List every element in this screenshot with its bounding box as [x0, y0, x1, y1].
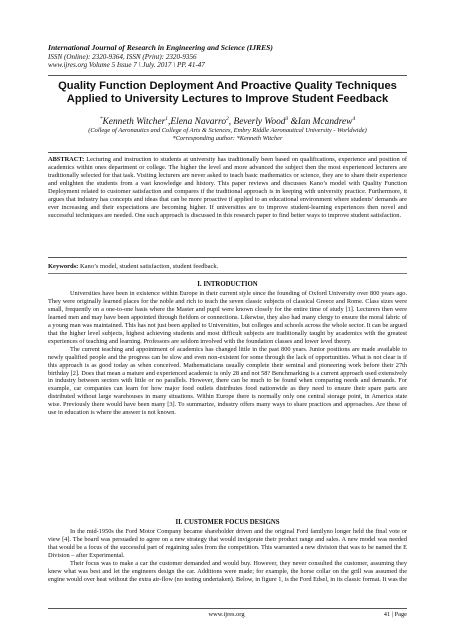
author-1-mark: *: [99, 116, 103, 122]
affiliation-block: [48, 127, 407, 143]
journal-name: International Journal of Research in Engineering and Science (IJRES): [48, 43, 273, 52]
abstract-top-divider: [48, 152, 407, 153]
section-introduction-body: [48, 290, 407, 417]
author-2-sup: 2: [226, 116, 229, 122]
section-customer-focus-body: [48, 528, 407, 584]
footer-url: www.ijres.org: [208, 611, 245, 618]
abstract: [48, 156, 407, 220]
author-3: Beverly Wood: [233, 117, 286, 128]
keywords-divider: [48, 273, 407, 274]
author-2: Elena Navarro: [170, 117, 227, 128]
abstract-label: ABSTRACT:: [48, 156, 85, 163]
author-separator: ,: [168, 117, 171, 128]
author-separator: &: [288, 117, 298, 128]
paragraph: In the mid-1950s the Ford Motor Company became shareholder driven and the original Ford familyno longer held the final vote or view [4]. The board was persuaded to agree on a new strategy that would invigorate their product range and sales. A new model was needed that would be a focus of the successful part of regaining sales from the competition. This warranted a new division that was to be named the E Division – after Experimental.: [48, 528, 407, 559]
section-heading-customer-focus: II. CUSTOMER FOCUS DESIGNS: [175, 519, 280, 526]
keywords: [48, 263, 407, 271]
author-list: [48, 114, 407, 128]
author-4-sup: 4: [352, 116, 356, 122]
author-4: Ian Mcandrew: [297, 117, 353, 128]
keywords-label: Keywords:: [48, 263, 79, 270]
paper-title: Quality Function Deployment And Proactive Quality Techniques Applied to University Lectures to Improve Student Feedback: [58, 80, 397, 105]
author-1-sup: 1: [165, 116, 169, 122]
journal-issn: ISSN (Online): 2320-9364, ISSN (Print): 2320-9356: [48, 52, 197, 61]
paragraph: The current teaching and appointment of academics has changed little in the past 800 years. Junior positions are made available to newly qualified people and the progress can be slow and even non-existent for some through the lack of opportunities. What is not clear is if this approach is as good today as when conceived. Mathematicians usually complete their seminal and pioneering work before their 27th birthday [2]. Does that mean a mature and experienced academic is only 28 and not 58? Benchmarking is a current approach used extensively in industry between sectors with little or no parallels. However, there can be much to be found when comparing needs and demands. For example, car companies can learn for how major food outlets distributes food nationwide as they need to ensure their spare parts are distributed without large warehouses in many situations. Within Europe there is normally only one central storage point, in America state wise. Previously there would have been many [3]. To summarize, industry offers many ways to share practices and approaches. Are these of use in education is where the answer is not known.: [48, 345, 407, 417]
author-separator: ,: [228, 117, 232, 128]
abstract-text: Lecturing and instruction to students at university has traditionally been based on qualifications, experience and position of academics within ones department or college. The higher the level and more advanced the subject then the most experienced lecturers are traditionally selected for that task. Visiting lecturers are never asked to teach basic mathematics or science, they are to share their experience and enlighten the students from a vast knowledge and history. This paper reviews and discusses Kano’s model with Quality Function Deployment related to customer satisfaction and compares if the traditional approach is in keeping with university practice. Furthermore, it argues that industry has concepts and ideas that can be more proactive if applied to an educational environment where students’ demands are ever increasing and their expectations are becoming higher. If universities are to improve student-learning experiences then novel and successful techniques are needed. One such approach is discussed in this research paper to find better ways to improve student satisfaction.: [48, 156, 407, 219]
affiliation: (College of Aeronautics and College of Arts & Sciences, Embry Riddle Aeronautical University - Worldwide): [88, 127, 367, 134]
section-heading-introduction: I. INTRODUCTION: [197, 281, 258, 288]
journal-header: [48, 44, 408, 70]
paragraph: Their focus was to make a car the customer demanded and would buy. However, they never consulted the customer, assuming they knew what was best and let the engineers design the car. Additions were made; for example, the horse collar on the grill was assumed the engine would over heat without the extra air-flow (no testing undertaken). Below, in figure 1, is the Ford Edsel, in its classic format. It was the: [48, 559, 407, 583]
paragraph: Universities have been in existence within Europe in their current style since the founding of Oxford University over 800 years ago. They were originally learned places for the noble and rich to teach the seven classic subjects of classical Greece and Rome. Class sizes were small, frequently on a one-to-one basis where the Master and pupil were known closely for the entire time of study [1]. Lecturers then were learned men and may have been appointed through fiefdom or connections. Likewise, they also had many clergy to ensure the moral fabric of a young man was maintained. This has not just been applied to Universities, but colleges and schools across the whole sector. It can be argued that the higher level subjects, highest achieving students and most difficult subjects are traditionally taught by academics with the greatest experiences of teaching and learning. Professors are seldom involved with the foundation classes and lower level theory.: [48, 290, 407, 345]
author-3-sup: 3: [285, 116, 289, 122]
page-number: 41 | Page: [383, 611, 407, 618]
author-1: Kenneth Witcher: [102, 117, 166, 128]
abstract-bottom-divider: [48, 257, 407, 258]
header-divider: [48, 75, 407, 76]
journal-volume: www.ijres.org Volume 5 Issue 7 \ July. 2017 \ PP. 41-47: [48, 61, 205, 70]
footer-divider: [48, 608, 407, 609]
keywords-text: Kano’s model, student satisfaction, student feedback.: [79, 263, 219, 270]
corresponding-author: *Corresponding author: *Kenneth Witcher: [172, 134, 283, 142]
